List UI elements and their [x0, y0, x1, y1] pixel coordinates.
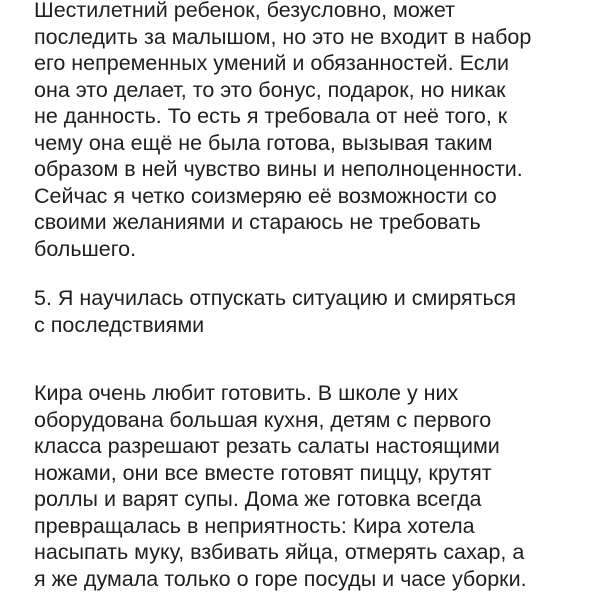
section-heading	[34, 285, 516, 338]
text-line: Сейчас я четко соизмеряю её возможности со	[34, 183, 497, 208]
text-line: насыпать муку, взбивать яйца, отмерять сахар, а	[34, 540, 525, 564]
text-line: Кира очень любит готовить. В школе у них	[34, 381, 459, 405]
text-line: его непременных умений и обязанностей. Если	[34, 51, 510, 75]
paragraph-1	[34, 0, 531, 262]
text-line: большего.	[34, 236, 137, 261]
text-line: с последствиями	[34, 312, 205, 337]
text-line: образом в ней чувство вины и неполноценности.	[34, 157, 523, 181]
text-line: последить за малышом, но это не входит в набор	[34, 24, 532, 49]
text-line: 5. Я научилась отпускать ситуацию и смиряться	[34, 286, 517, 310]
text-line: я же думала только о горе посуды и часе уборки.	[34, 566, 527, 591]
text-line: оборудована большая кухня, детям с первого	[34, 407, 492, 432]
text-line: Шестилетний ребенок, безусловно, может	[34, 0, 456, 22]
text-line: не данность. То есть я требовала от неё того, к	[34, 104, 508, 128]
text-line: чему она ещё не была готова, вызывая таким	[34, 130, 493, 155]
paragraph-3	[34, 380, 527, 592]
text-line: она это делает, то это бонус, подарок, но никак	[34, 77, 506, 102]
text-line: класса разрешают резать салаты настоящими	[34, 434, 500, 458]
text-line: ножами, они все вместе готовят пиццу, крутят	[34, 460, 492, 485]
text-line: своими желаниями и стараюсь не требовать	[34, 210, 481, 234]
text-line: роллы и варят супы. Дома же готовка всегда	[34, 487, 482, 511]
text-line: превращалась в неприятность: Кира хотела	[34, 513, 475, 538]
